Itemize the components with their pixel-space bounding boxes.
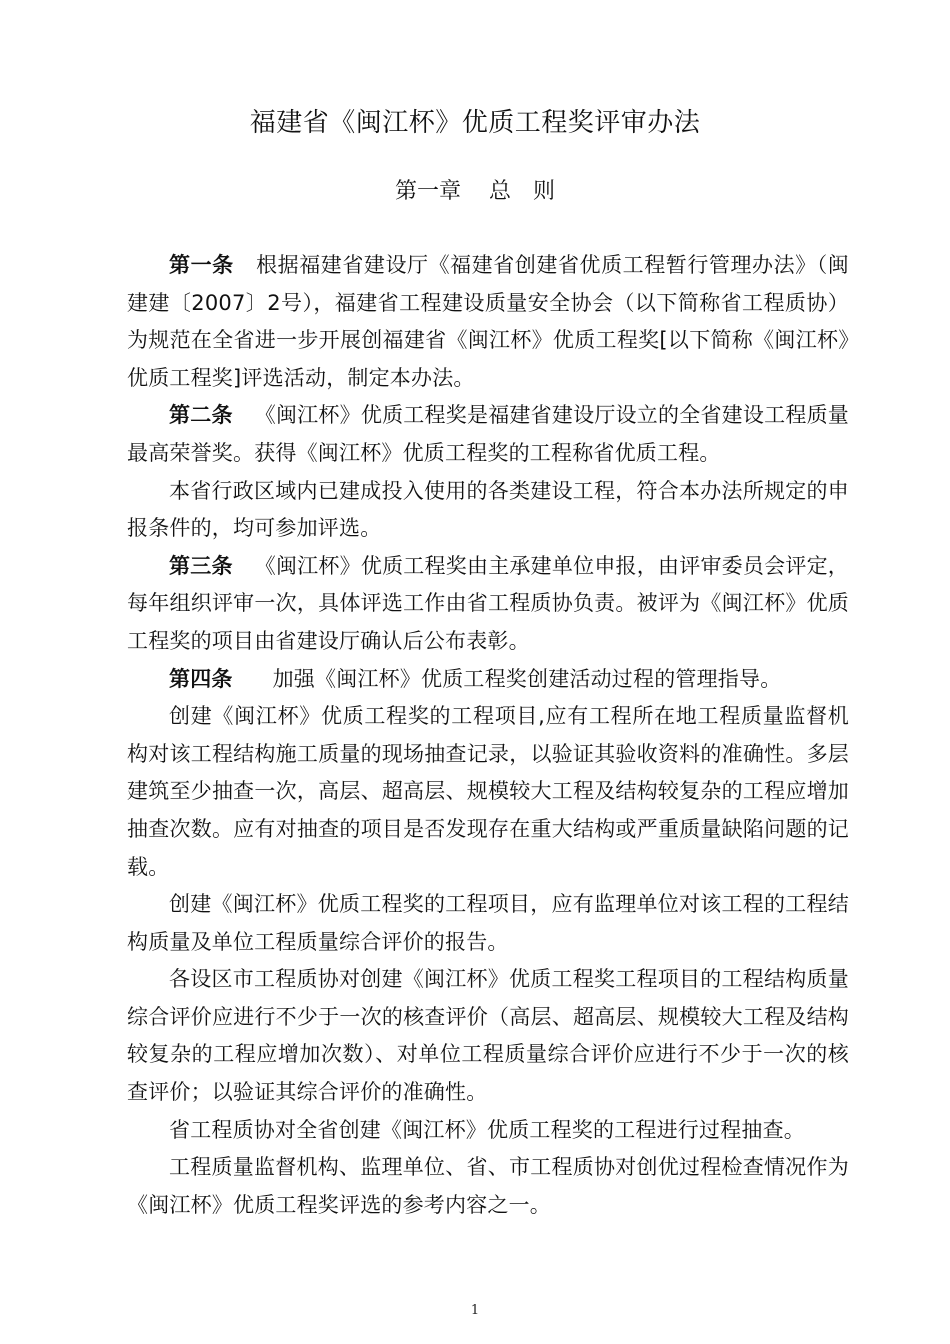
article-text: 《闽江杯》优质工程奖由主承建单位申报，由评审委员会评定，每年组织评审一次，具体评选工作由省工程质协负责。被评为《闽江杯》优质工程奖的项目由省建设厅确认后公布表彰。 [127, 553, 849, 653]
article-paragraph [127, 1149, 849, 1224]
document-body [127, 247, 849, 1224]
article-text: 创建《闽江杯》优质工程奖的工程项目，应有监理单位对该工程的工程结构质量及单位工程质量综合评价的报告。 [127, 892, 849, 954]
article-paragraph [127, 397, 849, 472]
article-label: 第一条 [169, 253, 234, 277]
article-text: 工程质量监督机构、监理单位、省、市工程质协对创优过程检查情况作为《闽江杯》优质工程奖评选的参考内容之一。 [127, 1155, 849, 1217]
article-paragraph [127, 961, 849, 1111]
article-paragraph [127, 661, 849, 699]
article-text: 省工程质协对全省创建《闽江杯》优质工程奖的工程进行过程抽查。 [169, 1117, 805, 1142]
article-label: 第三条 [169, 553, 233, 578]
article-text: 各设区市工程质协对创建《闽江杯》优质工程奖工程项目的工程结构质量综合评价应进行不少于一次的核查评价（高层、超高层、规模较大工程及结构较复杂的工程应增加次数）、对单位工程质量综合评价应进行不少于一次的核查评价；以验证其综合评价的准确性。 [127, 967, 849, 1105]
article-paragraph [127, 548, 849, 661]
document-title: 福建省《闽江杯》优质工程奖评审办法 [249, 108, 701, 138]
chapter-label: 第一章 [394, 179, 461, 204]
chapter-name: 总 则 [489, 179, 556, 204]
article-text: 创建《闽江杯》优质工程奖的工程项目,应有工程所在地工程质量监督机构对该工程结构施工质量的现场抽查记录，以验证其验收资料的准确性。多层建筑至少抽查一次，高层、超高层、规模较大工程及结构较复杂的工程应增加抽查次数。应有对抽查的项目是否发现存在重大结构或严重质量缺陷问题的记载。 [127, 704, 849, 879]
article-paragraph [127, 1112, 849, 1150]
article-text: 《闽江杯》优质工程奖是福建省建设厅设立的全省建设工程质量最高荣誉奖。获得《闽江杯》优质工程奖的工程称省优质工程。 [127, 403, 849, 465]
article-paragraph [127, 698, 849, 886]
article-text: 加强《闽江杯》优质工程奖创建活动过程的管理指导。 [272, 666, 782, 691]
article-paragraph [127, 473, 849, 548]
article-label: 第四条 [169, 666, 233, 691]
chapter-heading [0, 174, 950, 210]
page-number: 1 [470, 1303, 480, 1318]
article-text: 本省行政区域内已建成投入使用的各类建设工程，符合本办法所规定的申报条件的，均可参加评选。 [127, 478, 849, 541]
article-label: 第二条 [169, 403, 233, 428]
article-paragraph [127, 886, 849, 961]
article-text: 根据福建省建设厅《福建省创建省优质工程暂行管理办法》（闽建建〔2007〕2号），福建省工程建设质量安全协会（以下简称省工程质协）为规范在全省进一步开展创福建省《闽江杯》优质工程奖[以下简称《闽江杯》优质工程奖]评选活动，制定本办法。 [127, 253, 849, 390]
article-paragraph [127, 247, 849, 397]
